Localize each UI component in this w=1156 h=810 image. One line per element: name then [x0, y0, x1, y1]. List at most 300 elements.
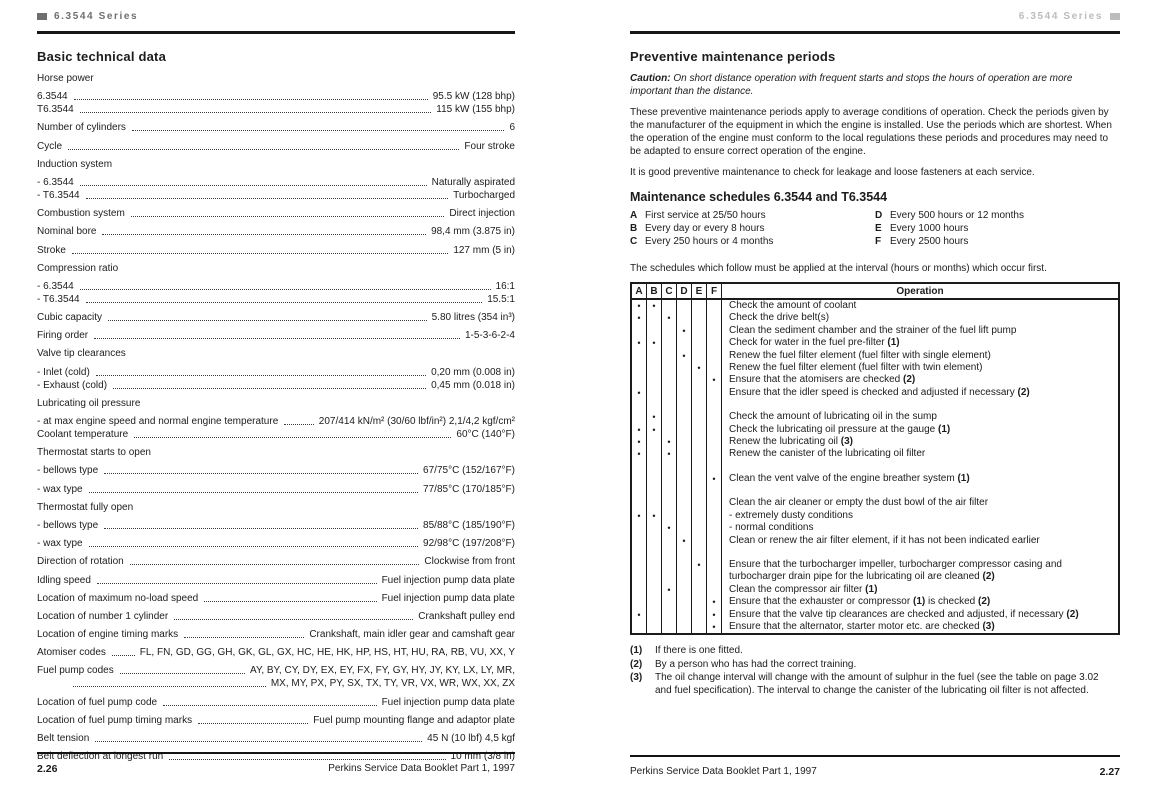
- spec-label: - 6.3544: [37, 280, 74, 292]
- schedule-mark-cell: [692, 387, 707, 399]
- spec-label: Location of maximum no-load speed: [37, 592, 199, 604]
- schedule-mark-cell: •: [632, 312, 647, 324]
- schedule-row: [632, 473, 1118, 485]
- spec-label: Valve tip clearances: [37, 348, 126, 360]
- schedule-mark-cell: [707, 436, 722, 448]
- dotted-leader: [73, 686, 266, 687]
- schedule-mark-cell: •: [662, 436, 677, 448]
- spec-value: 77/85°C (170/185°F): [423, 483, 515, 495]
- schedule-mark-cell: [707, 337, 722, 349]
- spec-label: - bellows type: [37, 519, 99, 531]
- schedule-mark-cell: [662, 461, 677, 473]
- spec-entry: [37, 141, 515, 153]
- schedule-mark-cell: [677, 596, 692, 608]
- intro-paragraph: These preventive maintenance periods apply to average conditions of operation. Check the periods given by the manufacturer of the equipment in which the engine is installed. Use the periods which are shortest. When the operation of the engine must conform to the local regulations these periods and procedures may need to be adapted to ensure correct operation of the engine.: [630, 107, 1112, 157]
- spec-label: Idling speed: [37, 574, 91, 586]
- spec-label: Belt deflection at longest run: [37, 751, 164, 763]
- spec-entry: [37, 416, 515, 428]
- dotted-leader: [74, 99, 428, 100]
- dotted-leader: [72, 253, 448, 254]
- dotted-leader: [80, 112, 432, 113]
- dotted-leader: [198, 723, 308, 724]
- schedule-mark-cell: •: [647, 411, 662, 423]
- legend-code: B: [630, 223, 638, 234]
- schedule-column-header: E: [692, 284, 707, 298]
- series-square-icon: [1110, 13, 1120, 20]
- schedule-mark-cell: [632, 325, 647, 337]
- spec-entry: [37, 330, 515, 342]
- schedule-row: [632, 609, 1118, 621]
- footnote-text: If there is one fitted.: [655, 645, 743, 657]
- schedule-mark-cell: [662, 547, 677, 559]
- legend-item: [875, 236, 1120, 249]
- schedule-spacer-row: [632, 461, 1118, 473]
- schedule-row: [632, 621, 1118, 633]
- spec-label: Lubricating oil pressure: [37, 397, 141, 409]
- spec-section-label: [37, 263, 515, 275]
- series-square-icon: [37, 13, 47, 20]
- spec-value: 60°C (140°F): [456, 429, 515, 440]
- schedule-mark-cell: [677, 485, 692, 497]
- operation-cell: Clean the vent valve of the engine breather system (1): [729, 472, 970, 484]
- schedule-mark-cell: [692, 522, 707, 534]
- legend-item: [875, 223, 1120, 236]
- schedule-mark-cell: [647, 596, 662, 608]
- schedule-mark-cell: [707, 362, 722, 374]
- spec-label: - wax type: [37, 538, 83, 550]
- spec-value: Clockwise from front: [424, 556, 515, 568]
- operation-cell: Renew the fuel filter element (fuel filter with twin element): [729, 362, 983, 374]
- spec-label: - 6.3544: [37, 176, 74, 188]
- operation-cell: Clean the compressor air filter (1): [729, 583, 878, 595]
- legend-text: Every 250 hours or 4 months: [645, 236, 774, 247]
- schedule-mark-cell: [677, 374, 692, 386]
- dotted-leader: [112, 655, 135, 656]
- spec-value: 10 mm (3/8 in): [450, 751, 515, 763]
- spec-label: Stroke: [37, 244, 66, 256]
- spec-value: 1-5-3-6-2-4: [464, 330, 515, 342]
- spec-value: Naturally aspirated: [431, 176, 515, 188]
- schedule-mark-cell: •: [647, 510, 662, 522]
- schedule-mark-cell: •: [632, 387, 647, 399]
- legend-text: Every 1000 hours: [890, 223, 969, 234]
- schedule-mark-cell: [692, 312, 707, 324]
- schedule-mark-cell: [662, 596, 677, 608]
- spec-label: Direction of rotation: [37, 556, 124, 568]
- schedule-mark-cell: [647, 399, 662, 411]
- spec-entry: [37, 520, 515, 532]
- spec-value: 98,4 mm (3.875 in): [431, 226, 515, 238]
- operation-cell: Clean the sediment chamber and the strainer of the fuel lift pump: [729, 324, 1017, 336]
- spec-entry: [37, 733, 515, 745]
- schedule-mark-cell: [707, 497, 722, 509]
- schedule-mark-cell: [662, 559, 677, 584]
- schedule-row: [632, 337, 1118, 349]
- spec-label: Thermostat starts to open: [37, 447, 151, 459]
- dotted-leader: [102, 234, 426, 235]
- footnote-number: (3): [630, 672, 643, 684]
- spec-section-label: [37, 398, 515, 410]
- schedule-mark-cell: [677, 411, 692, 423]
- schedule-mark-cell: •: [707, 609, 722, 621]
- schedule-mark-cell: •: [632, 436, 647, 448]
- schedule-mark-cell: [677, 584, 692, 596]
- spec-label: Horse power: [37, 73, 94, 84]
- schedule-mark-cell: [707, 510, 722, 522]
- spec-value: Fuel injection pump data plate: [381, 574, 515, 586]
- schedule-mark-cell: [662, 350, 677, 362]
- dotted-leader: [97, 583, 377, 584]
- schedule-row: [632, 424, 1118, 436]
- spec-value: 16:1: [495, 280, 515, 292]
- operation-cell: Clean the air cleaner or empty the dust bowl of the air filter: [729, 497, 989, 509]
- schedule-mark-cell: [707, 535, 722, 547]
- schedule-mark-cell: [632, 350, 647, 362]
- schedule-mark-cell: [632, 497, 647, 509]
- spec-value: 6: [509, 122, 515, 134]
- spec-entry: [37, 312, 515, 324]
- schedule-row: [632, 350, 1118, 362]
- schedule-row: [632, 522, 1118, 534]
- schedule-mark-cell: [707, 547, 722, 559]
- operation-cell: Ensure that the atomisers are checked (2): [729, 374, 916, 386]
- schedule-mark-cell: •: [677, 535, 692, 547]
- schedule-mark-cell: [707, 424, 722, 436]
- schedule-mark-cell: [647, 473, 662, 485]
- spec-label: Cycle: [37, 140, 63, 152]
- dotted-leader: [80, 289, 491, 290]
- schedules-heading: Maintenance schedules 6.3544 and T6.3544: [630, 190, 888, 204]
- schedule-mark-cell: [692, 300, 707, 312]
- schedule-mark-cell: [707, 300, 722, 312]
- schedule-row: [632, 596, 1118, 608]
- spec-value: AY, BY, CY, DY, EX, EY, FX, FY, GY, HY, JY, KY, LX, LY, MR,: [250, 665, 515, 677]
- spec-entry: [37, 538, 515, 550]
- legend-text: First service at 25/50 hours: [645, 210, 766, 221]
- schedule-mark-cell: •: [707, 473, 722, 485]
- spec-entry: [37, 665, 515, 677]
- legend-code: F: [875, 236, 882, 247]
- dotted-leader: [130, 564, 420, 565]
- dotted-leader: [120, 673, 245, 674]
- leakage-note-paragraph: It is good preventive maintenance to check for leakage and loose fasteners at each service.: [630, 167, 1035, 178]
- schedule-mark-cell: [677, 497, 692, 509]
- schedule-mark-cell: [677, 473, 692, 485]
- dotted-leader: [104, 473, 418, 474]
- schedule-mark-cell: [677, 559, 692, 584]
- spec-entry: [37, 104, 515, 116]
- operation-cell: Check the drive belt(s): [729, 312, 830, 324]
- spec-rows: [37, 73, 515, 763]
- schedule-mark-cell: [662, 497, 677, 509]
- spec-entry: [37, 611, 515, 623]
- schedule-mark-cell: [692, 337, 707, 349]
- dotted-leader: [108, 320, 427, 321]
- schedule-mark-cell: •: [707, 374, 722, 386]
- schedule-row: [632, 411, 1118, 423]
- maintenance-table: [630, 282, 1120, 635]
- schedule-column-header: F: [707, 284, 722, 298]
- spec-label: Firing order: [37, 330, 89, 342]
- operation-cell: Clean or renew the air filter element, if it has not been indicated earlier: [729, 534, 1040, 546]
- footnote-number: (1): [630, 645, 643, 657]
- schedule-mark-cell: [647, 485, 662, 497]
- header-rule: [37, 31, 515, 34]
- schedule-mark-cell: •: [647, 300, 662, 312]
- dotted-leader: [86, 302, 483, 303]
- schedule-column-header: A: [632, 284, 647, 298]
- schedule-mark-cell: [677, 312, 692, 324]
- schedule-mark-cell: •: [647, 424, 662, 436]
- operation-cell: [722, 485, 1118, 497]
- schedule-mark-cell: [677, 424, 692, 436]
- legend-item: [630, 236, 875, 249]
- schedule-mark-cell: [647, 609, 662, 621]
- schedule-mark-cell: •: [677, 350, 692, 362]
- schedule-mark-cell: [647, 374, 662, 386]
- operation-cell: [722, 461, 1118, 473]
- spec-entry: [37, 294, 515, 306]
- spec-entry: [37, 465, 515, 477]
- schedule-mark-cell: •: [632, 448, 647, 460]
- spec-entry: [37, 281, 515, 293]
- schedule-mark-cell: [692, 325, 707, 337]
- schedule-mark-cell: [662, 621, 677, 633]
- schedule-mark-cell: [707, 522, 722, 534]
- schedule-mark-cell: [647, 535, 662, 547]
- dotted-leader: [132, 130, 505, 131]
- schedule-mark-cell: [647, 312, 662, 324]
- page-left: [37, 10, 515, 763]
- spec-value: Fuel injection pump data plate: [381, 696, 515, 708]
- schedule-mark-cell: [662, 300, 677, 312]
- spec-label: Location of engine timing marks: [37, 629, 179, 641]
- operation-cell: Renew the canister of the lubricating oil filter: [729, 448, 926, 460]
- running-header-left: [37, 10, 515, 22]
- spec-label: 6.3544: [37, 91, 68, 103]
- schedule-mark-cell: •: [632, 300, 647, 312]
- footnote-number: (2): [630, 658, 643, 670]
- spec-entry: [37, 697, 515, 709]
- spec-value: Crankshaft, main idler gear and camshaft gear: [309, 629, 515, 641]
- footnote: [630, 658, 1112, 671]
- schedule-mark-cell: [632, 374, 647, 386]
- schedule-mark-cell: •: [662, 448, 677, 460]
- legend-code: E: [875, 223, 882, 234]
- schedule-mark-cell: [692, 510, 707, 522]
- spec-label: - Exhaust (cold): [37, 379, 108, 391]
- schedule-mark-cell: •: [632, 609, 647, 621]
- spec-value: Fuel injection pump data plate: [381, 592, 515, 604]
- spec-entry: [37, 575, 515, 587]
- spec-entry: [37, 629, 515, 641]
- schedule-row: [632, 362, 1118, 374]
- schedule-mark-cell: [707, 448, 722, 460]
- schedule-mark-cell: [647, 522, 662, 534]
- operation-cell: Renew the lubricating oil (3): [729, 436, 853, 448]
- header-rule: [630, 31, 1120, 34]
- schedule-note: The schedules which follow must be applied at the interval (hours or months) which occur first.: [630, 263, 1047, 274]
- spec-value: 207/414 kN/m² (30/60 lbf/in²) 2,1/4,2 kgf/cm²: [318, 416, 515, 427]
- schedule-mark-cell: •: [707, 621, 722, 633]
- schedule-mark-cell: [677, 461, 692, 473]
- schedule-mark-cell: •: [647, 337, 662, 349]
- dotted-leader: [89, 492, 418, 493]
- schedule-mark-cell: [632, 461, 647, 473]
- spec-label: Cubic capacity: [37, 312, 103, 324]
- schedule-row: [632, 325, 1118, 337]
- schedule-mark-cell: [647, 325, 662, 337]
- schedule-row: [632, 448, 1118, 460]
- spec-label: Fuel pump codes: [37, 665, 114, 677]
- spec-label: Combustion system: [37, 208, 125, 220]
- operation-cell: Check for water in the fuel pre-filter (1): [729, 337, 900, 349]
- spec-label: - T6.3544: [37, 189, 80, 201]
- spec-section-label: [37, 159, 515, 171]
- schedule-mark-cell: [647, 547, 662, 559]
- spec-entry: [37, 647, 515, 659]
- schedule-column-header: B: [647, 284, 662, 298]
- spec-label: - T6.3544: [37, 293, 80, 305]
- schedule-row: [632, 312, 1118, 324]
- running-header-text: 6.3544 Series: [1018, 10, 1103, 22]
- schedule-mark-cell: [692, 411, 707, 423]
- spec-label: Belt tension: [37, 733, 90, 744]
- schedule-mark-cell: [662, 325, 677, 337]
- page-right: [630, 10, 1120, 697]
- schedule-mark-cell: [647, 448, 662, 460]
- spec-value: 45 N (10 lbf) 4,5 kgf: [427, 733, 515, 744]
- spec-label: Compression ratio: [37, 262, 119, 274]
- schedule-mark-cell: [662, 374, 677, 386]
- spec-entry: [37, 678, 515, 690]
- operation-cell: [722, 399, 1118, 411]
- spec-label: Location of fuel pump code: [37, 696, 158, 708]
- schedule-mark-cell: [677, 621, 692, 633]
- schedule-mark-cell: [677, 387, 692, 399]
- footnote: [630, 671, 1112, 697]
- schedule-mark-cell: [662, 337, 677, 349]
- schedule-mark-cell: [692, 461, 707, 473]
- spec-value: 0,20 mm (0.008 in): [431, 366, 515, 378]
- spec-entry: [37, 593, 515, 605]
- operation-cell: Check the amount of coolant: [729, 300, 857, 311]
- spec-value: 115 kW (155 bhp): [436, 104, 515, 116]
- schedule-row: [632, 300, 1118, 312]
- dotted-leader: [95, 741, 422, 742]
- schedule-row: [632, 584, 1118, 596]
- schedule-mark-cell: [692, 596, 707, 608]
- spec-entry: [37, 208, 515, 220]
- schedule-row: [632, 497, 1118, 509]
- schedule-mark-cell: •: [662, 312, 677, 324]
- schedule-mark-cell: [632, 362, 647, 374]
- dotted-leader: [134, 437, 451, 438]
- dotted-leader: [174, 619, 413, 620]
- spec-value: FL, FN, GD, GG, GH, GK, GL, GX, HC, HE, HK, HP, HS, HT, HU, RA, RB, VU, XX, Y: [139, 647, 515, 659]
- spec-section-label: [37, 447, 515, 459]
- schedule-mark-cell: [632, 411, 647, 423]
- schedule-mark-cell: [692, 374, 707, 386]
- schedule-row: [632, 559, 1118, 584]
- spec-value: 127 mm (5 in): [453, 244, 515, 256]
- page-title: Preventive maintenance periods: [630, 49, 836, 64]
- spec-section-label: [37, 502, 515, 514]
- schedule-mark-cell: [647, 559, 662, 584]
- dotted-leader: [184, 637, 304, 638]
- schedule-spacer-row: [632, 485, 1118, 497]
- operation-cell: Ensure that the valve tip clearances are checked and adjusted, if necessary (2): [729, 608, 1079, 620]
- spec-entry: [37, 226, 515, 238]
- schedule-mark-cell: [692, 424, 707, 436]
- spec-entry: [37, 556, 515, 568]
- schedule-mark-cell: [677, 448, 692, 460]
- caution-text: On short distance operation with frequent starts and stops the hours of operation are more important than the distance.: [630, 73, 1073, 97]
- schedule-mark-cell: [692, 399, 707, 411]
- operation-cell: Ensure that the exhauster or compressor (1) is checked (2): [729, 596, 991, 608]
- schedule-mark-cell: [677, 522, 692, 534]
- footer-right: [630, 755, 1120, 778]
- schedule-mark-cell: •: [707, 596, 722, 608]
- dotted-leader: [94, 338, 460, 339]
- footnote-text: By a person who has had the correct training.: [655, 658, 857, 670]
- spec-label: Location of fuel pump timing marks: [37, 714, 193, 726]
- footer-left: [37, 752, 515, 775]
- schedule-mark-cell: [692, 473, 707, 485]
- dotted-leader: [89, 546, 418, 547]
- dotted-leader: [96, 375, 426, 376]
- maintenance-table-body: [632, 300, 1118, 633]
- schedule-mark-cell: [662, 485, 677, 497]
- schedule-mark-cell: [707, 411, 722, 423]
- schedule-mark-cell: [647, 584, 662, 596]
- schedule-mark-cell: [677, 609, 692, 621]
- spec-entry: [37, 484, 515, 496]
- spec-label: Coolant temperature: [37, 429, 129, 440]
- schedule-mark-cell: [677, 300, 692, 312]
- dotted-leader: [131, 216, 445, 217]
- schedule-mark-cell: [632, 596, 647, 608]
- schedule-mark-cell: [677, 547, 692, 559]
- spec-value: MX, MY, PX, PY, SX, TX, TY, VR, VX, WR, WX, XX, ZX: [270, 678, 515, 690]
- schedule-row: [632, 436, 1118, 448]
- schedule-mark-cell: [677, 337, 692, 349]
- schedule-mark-cell: [707, 350, 722, 362]
- legend-item: [630, 223, 875, 236]
- spec-value: 95.5 kW (128 bhp): [432, 91, 515, 103]
- schedule-mark-cell: [677, 362, 692, 374]
- caution-label: Caution:: [630, 73, 671, 84]
- schedule-mark-cell: •: [692, 362, 707, 374]
- spec-label: Number of cylinders: [37, 122, 126, 134]
- schedule-mark-cell: [662, 473, 677, 485]
- spec-entry: [37, 429, 515, 441]
- schedule-mark-cell: [692, 609, 707, 621]
- spec-label: Induction system: [37, 158, 113, 170]
- spec-value: Direct injection: [449, 208, 515, 220]
- legend-code: A: [630, 210, 638, 221]
- schedule-mark-cell: [662, 535, 677, 547]
- footnote: [630, 644, 1112, 657]
- legend-code: C: [630, 236, 638, 247]
- schedule-mark-cell: [632, 559, 647, 584]
- dotted-leader: [104, 528, 418, 529]
- schedule-mark-cell: •: [677, 325, 692, 337]
- spec-entry: [37, 190, 515, 202]
- schedule-mark-cell: [692, 584, 707, 596]
- schedule-column-header: C: [662, 284, 677, 298]
- schedule-mark-cell: [692, 350, 707, 362]
